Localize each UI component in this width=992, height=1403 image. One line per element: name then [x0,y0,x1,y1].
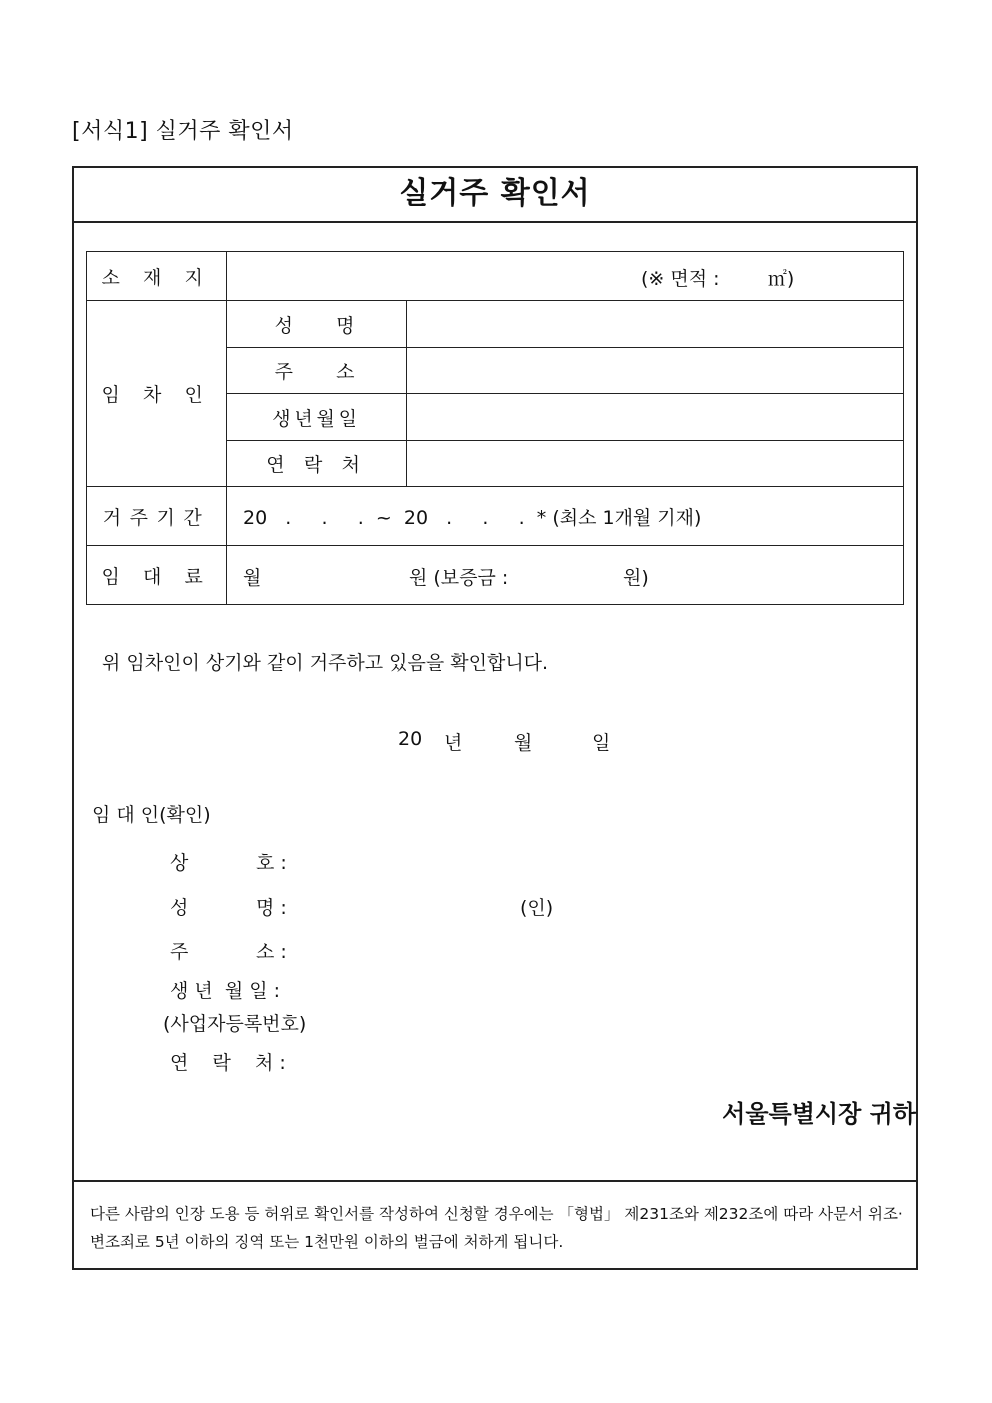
tenant-birth-label: 생년월일 [227,394,407,441]
location-row [87,252,904,301]
location-label: 소 재 지 [87,252,227,301]
legal-notice-line-1: 다른 사람의 인장 도용 등 허위로 확인서를 작성하여 신청할 경우에는 「형법」 제231조와 제232조에 따라 사문서 위조· [90,1205,903,1223]
lessor-address-label-a: 주 [170,941,189,963]
lessor-trade-name-label-b: 호 : [256,852,287,874]
date-month-unit: 월 [514,732,533,754]
tenant-contact-value[interactable] [407,441,904,487]
rent-label: 임 대 료 [87,546,227,605]
deposit-won-label: 원) [623,567,649,589]
tenant-name-value[interactable] [407,301,904,348]
date-year-unit: 년 [444,732,463,754]
info-table [86,251,904,605]
lessor-heading: 임 대 인(확인) [92,804,211,826]
legal-notice-line-2: 변조죄로 5년 이하의 징역 또는 1천만원 이하의 벌금에 처하게 됩니다. [90,1233,564,1251]
rent-row [87,546,904,605]
area-text: (※ 면적 : ㎡) [641,268,795,290]
date-day-unit: 일 [592,732,611,754]
notice-divider [72,1180,918,1182]
date-year: 20 [398,728,423,750]
lessor-trade-name-label-a: 상 [170,852,189,874]
legal-notice [90,1200,910,1256]
tenant-name-row [87,301,904,348]
tenant-birth-value[interactable] [407,394,904,441]
lessor-biz-number-label: (사업자등록번호) [163,1013,307,1035]
rent-month-label: 월 [243,567,262,589]
lessor-contact-label: 연 락 처 : [170,1052,286,1074]
form-number-label: [서식1] 실거주 확인서 [72,119,294,144]
confirmation-statement: 위 임차인이 상기와 같이 거주하고 있음을 확인합니다. [102,652,549,674]
date-line [398,728,618,754]
document-title: 실거주 확인서 [399,176,591,211]
tenant-name-label: 성 명 [227,301,407,348]
period-label: 거주기간 [87,487,227,546]
lessor-name-label-a: 성 [170,897,189,919]
tenant-contact-label: 연 락 처 [227,441,407,487]
location-value-cell[interactable] [227,252,904,301]
lessor-seal-mark: (인) [520,897,554,919]
period-row [87,487,904,546]
tenant-address-label: 주 소 [227,348,407,394]
lessor-name-label-b: 명 : [256,897,287,919]
addressee: 서울특별시장 귀하 [722,1100,916,1128]
title-divider [72,221,918,223]
tenant-address-value[interactable] [407,348,904,394]
lessor-birth-label: 생 년 월 일 : [170,980,281,1002]
tenant-label: 임 차 인 [87,301,227,487]
lessor-address-label-b: 소 : [256,941,287,963]
rent-won-label: 원 (보증금 : [409,567,509,589]
rent-value-cell[interactable] [227,546,904,605]
period-value[interactable]: 20 . . . ~ 20 . . . * (최소 1개월 기재) [227,487,904,546]
